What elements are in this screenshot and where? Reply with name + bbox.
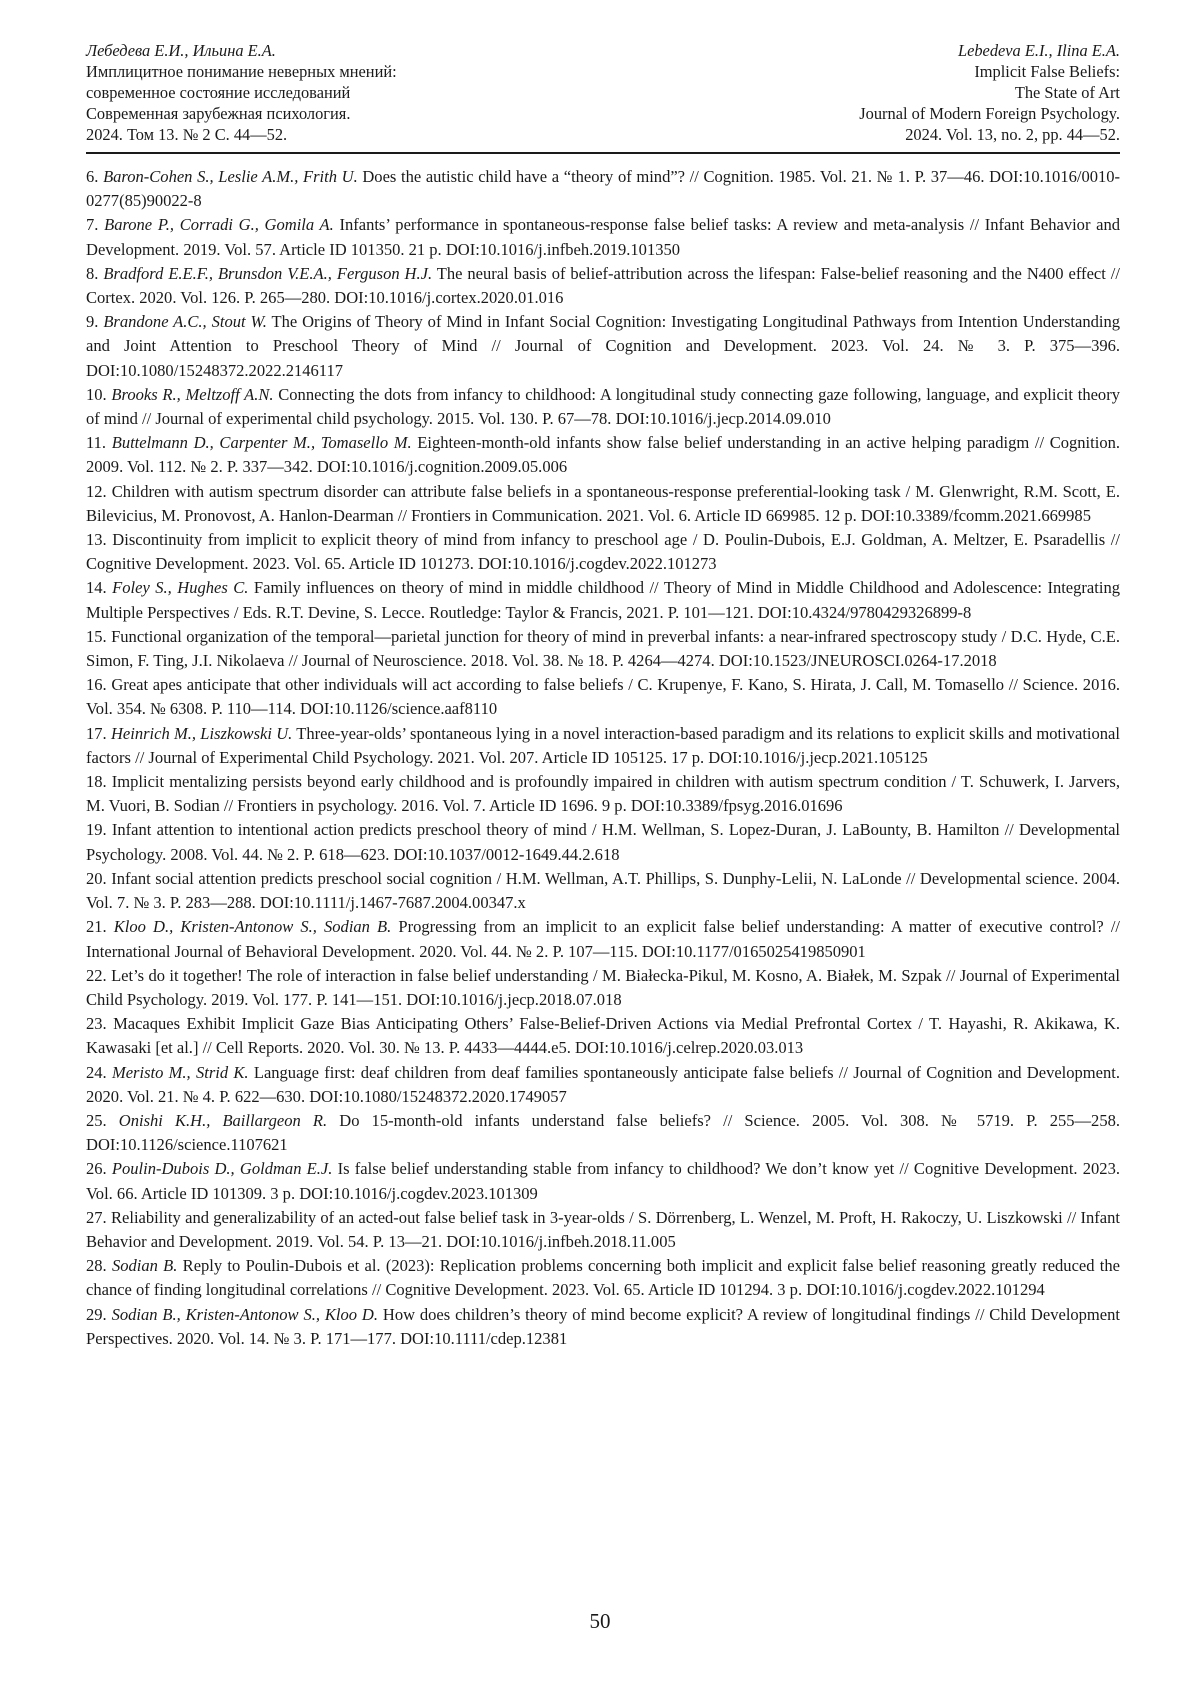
reference-item bbox=[86, 431, 1120, 479]
page-number: 50 bbox=[589, 1609, 611, 1633]
header-title-en-line2: The State of Art bbox=[1014, 83, 1120, 102]
running-header bbox=[86, 40, 1120, 154]
reference-number: 19. bbox=[86, 820, 107, 840]
header-journal-en: Journal of Modern Foreign Psychology. bbox=[859, 104, 1120, 123]
reference-item bbox=[86, 528, 1120, 576]
reference-text: The neural basis of belief-attribution across the lifespan: False-belief reasoning and the N400 effect // Cortex. 2020. Vol. 126. P. 265—280. DOI:10.1016/j.cortex.2020.01.016 bbox=[86, 263, 1120, 308]
reference-item bbox=[86, 1061, 1120, 1109]
reference-number: 27. bbox=[86, 1207, 107, 1227]
reference-authors: Foley S., Hughes C. bbox=[112, 578, 249, 598]
reference-authors: Baron-Cohen S., Leslie A.M., Frith U. bbox=[103, 167, 358, 186]
reference-authors: Onishi K.H., Baillargeon R. bbox=[118, 1110, 328, 1130]
reference-text: Language first: deaf children from deaf families spontaneously anticipate false beliefs // Journal of Cognition and Development. 2020. Vol. 21. № 4. P. 622—630. DOI:10.1080/15248372.2020.1749057 bbox=[86, 1062, 1120, 1106]
reference-item bbox=[86, 964, 1120, 1012]
reference-item bbox=[86, 1157, 1120, 1205]
reference-list bbox=[86, 165, 1120, 1351]
header-authors-ru: Лебедева Е.И., Ильина Е.А. bbox=[86, 41, 276, 60]
reference-number: 28. bbox=[86, 1256, 107, 1276]
reference-text: Infant social attention predicts preschool social cognition / H.M. Wellman, A.T. Phillips, S. Dunphy-Lelii, N. LaLonde // Developmental science. 2004. Vol. 7. № 3. P. 283—288. DOI:10.1111/j.1467-7687.2004.00347.x bbox=[86, 868, 1120, 913]
reference-number: 25. bbox=[86, 1110, 107, 1130]
header-title-ru-line2: современное состояние исследований bbox=[86, 83, 351, 102]
reference-item bbox=[86, 1206, 1120, 1254]
reference-item bbox=[86, 213, 1120, 261]
reference-item bbox=[86, 262, 1120, 310]
header-issue-en: 2024. Vol. 13, no. 2, pp. 44—52. bbox=[905, 125, 1120, 144]
reference-item bbox=[86, 625, 1120, 673]
reference-number: 22. bbox=[86, 965, 107, 985]
reference-number: 29. bbox=[86, 1304, 107, 1324]
reference-text: Let’s do it together! The role of interaction in false belief understanding / M. Białecka-Pikul, M. Kosno, A. Białek, M. Szpak // Journal of Experimental Child Psychology. 2019. Vol. 177. P. 141—151. DOI:10.1016/j.jecp.2018.07.018 bbox=[86, 965, 1120, 1009]
reference-authors: Barone P., Corradi G., Gomila A. bbox=[104, 215, 334, 235]
reference-number: 10. bbox=[86, 384, 107, 404]
reference-item bbox=[86, 310, 1120, 383]
reference-item bbox=[86, 383, 1120, 431]
page bbox=[86, 40, 1120, 1351]
reference-item bbox=[86, 915, 1120, 963]
reference-item bbox=[86, 1109, 1120, 1157]
reference-text: Discontinuity from implicit to explicit theory of mind from infancy to preschool age / D. Poulin-Dubois, E.J. Goldman, A. Meltzer, E. Psaradellis // Cognitive Development. 2023. Vol. 65. Article ID 101273. DOI:10.1016/j.cogdev.2022.101273 bbox=[86, 530, 1120, 574]
reference-text: The Origins of Theory of Mind in Infant Social Cognition: Investigating Longitudinal Pathways from Intention Understanding and Joint Attention to Preschool Theory of Mind // Journal of Cognition and Development. 2023. Vol. 24. № 3. P. 375—396. DOI:10.1080/15248372.2022.2146117 bbox=[86, 312, 1120, 380]
reference-number: 8. bbox=[86, 263, 99, 283]
reference-text: Functional organization of the temporal—parietal junction for theory of mind in preverbal infants: a near-infrared spectroscopy study / D.C. Hyde, C.E. Simon, F. Ting, J.I. Nikolaeva // Journal of Neuroscience. 2018. Vol. 38. № 18. P. 4264—4274. DOI:10.1523/JNEUROSCI.0264-17.2018 bbox=[86, 626, 1120, 671]
reference-authors: Bradford E.E.F., Brunsdon V.E.A., Ferguson H.J. bbox=[103, 263, 433, 283]
reference-item bbox=[86, 165, 1120, 213]
header-authors-en: Lebedeva E.I., Ilina E.A. bbox=[957, 41, 1120, 60]
reference-item bbox=[86, 1012, 1120, 1060]
reference-text: Three-year-olds’ spontaneous lying in a novel interaction-based paradigm and its relations to explicit skills and motivational factors // Journal of Experimental Child Psychology. 2021. Vol. 207. Article ID 105125. 17 p. DOI:10.1016/j.jecp.2021.105125 bbox=[86, 723, 1120, 767]
reference-text: Reliability and generalizability of an acted-out false belief task in 3-year-olds / S. Dörrenberg, L. Wenzel, M. Proft, H. Rakoczy, U. Liszkowski // Infant Behavior and Development. 2019. Vol. 54. P. 13—21. DOI:10.1016/j.infbeh.2018.11.005 bbox=[86, 1207, 1120, 1251]
reference-item bbox=[86, 480, 1120, 528]
reference-text: Children with autism spectrum disorder can attribute false beliefs in a spontaneous-response preferential-looking task / M. Glenwright, R.M. Scott, E. Bilevicius, M. Pronovost, A. Hanlon-Dearman // Frontiers in Communication. 2021. Vol. 6. Article ID 669985. 12 p. DOI:10.3389/fcomm.2021.669985 bbox=[86, 481, 1120, 525]
header-title-ru-line1: Имплицитное понимание неверных мнений: bbox=[86, 62, 397, 81]
reference-authors: Kloo D., Kristen-Antonow S., Sodian B. bbox=[113, 917, 392, 937]
reference-item bbox=[86, 770, 1120, 818]
reference-number: 17. bbox=[86, 723, 107, 743]
reference-text: Macaques Exhibit Implicit Gaze Bias Anticipating Others’ False-Belief-Driven Actions via Medial Prefrontal Cortex / T. Hayashi, R. Akikawa, K. Kawasaki [et al.] // Cell Reports. 2020. Vol. 30. № 13. P. 4433—4444.e5. DOI:10.1016/j.celrep.2020.03.013 bbox=[86, 1014, 1120, 1058]
reference-text: Family influences on theory of mind in middle childhood // Theory of Mind in Middle Childhood and Adolescence: Integrating Multiple Perspectives / Eds. R.T. Devine, S. Lecce. Routledge: Taylor & Francis, 2021. P. 101—121. DOI:10.4324/9780429326899-8 bbox=[86, 578, 1120, 622]
reference-item bbox=[86, 1254, 1120, 1302]
reference-number: 6. bbox=[86, 167, 99, 186]
reference-item bbox=[86, 867, 1120, 915]
reference-number: 15. bbox=[86, 626, 107, 646]
reference-number: 13. bbox=[86, 530, 107, 550]
reference-text: Reply to Poulin-Dubois et al. (2023): Replication problems concerning both implicit and explicit false belief reasoning greatly reduced the chance of finding longitudinal correlations // Cognitive Development. 2023. Vol. 65. Article ID 101294. 3 p. DOI:10.1016/j.cogdev.2022.101294 bbox=[86, 1256, 1120, 1300]
reference-number: 7. bbox=[86, 215, 99, 235]
header-title-en-line1: Implicit False Beliefs: bbox=[974, 62, 1120, 81]
reference-authors: Sodian B. bbox=[111, 1256, 178, 1276]
reference-text: Infant attention to intentional action predicts preschool theory of mind / H.M. Wellman, S. Lopez-Duran, J. LaBounty, B. Hamilton // Developmental Psychology. 2008. Vol. 44. № 2. P. 618—623. DOI:10.1037/0012-1649.44.2.618 bbox=[86, 820, 1120, 864]
reference-text: How does children’s theory of mind become explicit? A review of longitudinal findings // Child Development Perspectives. 2020. Vol. 14. № 3. P. 171—177. DOI:10.1111/cdep.12381 bbox=[86, 1304, 1120, 1348]
reference-item bbox=[86, 722, 1120, 770]
reference-authors: Brooks R., Meltzoff A.N. bbox=[111, 384, 274, 404]
reference-authors: Buttelmann D., Carpenter M., Tomasello M. bbox=[111, 433, 412, 453]
reference-text: Is false belief understanding stable from infancy to childhood? We don’t know yet // Cognitive Development. 2023. Vol. 66. Article ID 101309. 3 p. DOI:10.1016/j.cogdev.2023.101309 bbox=[86, 1159, 1120, 1203]
reference-authors: Poulin-Dubois D., Goldman E.J. bbox=[111, 1159, 333, 1179]
reference-text: Does the autistic child have a “theory of mind”? // Cognition. 1985. Vol. 21. № 1. P. 37—46. DOI:10.1016/0010-0277(85)90022-8 bbox=[86, 167, 1121, 211]
reference-text: Infants’ performance in spontaneous-response false belief tasks: A review and meta-analysis // Infant Behavior and Development. 2019. Vol. 57. Article ID 101350. 21 p. DOI:10.1016/j.infbeh.2019.101350 bbox=[86, 215, 1120, 259]
reference-authors: Sodian B., Kristen-Antonow S., Kloo D. bbox=[111, 1304, 378, 1324]
reference-number: 11. bbox=[86, 433, 107, 453]
reference-item bbox=[86, 673, 1120, 721]
reference-number: 21. bbox=[86, 917, 107, 937]
reference-text: Implicit mentalizing persists beyond early childhood and is profoundly impaired in children with autism spectrum condition / T. Schuwerk, I. Jarvers, M. Vuori, B. Sodian // Frontiers in psychology. 2016. Vol. 7. Article ID 1696. 9 p. DOI:10.3389/fpsyg.2016.01696 bbox=[86, 772, 1121, 816]
reference-authors: Brandone A.C., Stout W. bbox=[103, 312, 267, 332]
reference-text: Connecting the dots from infancy to childhood: A longitudinal study connecting gaze following, language, and explicit theory of mind // Journal of experimental child psychology. 2015. Vol. 130. P. 67—78. DOI:10.1016/j.jecp.2014.09.010 bbox=[86, 384, 1120, 429]
reference-number: 18. bbox=[86, 772, 107, 792]
reference-item bbox=[86, 818, 1120, 866]
reference-number: 12. bbox=[86, 481, 107, 501]
reference-number: 14. bbox=[86, 578, 107, 598]
reference-number: 16. bbox=[86, 675, 107, 695]
reference-text: Progressing from an implicit to an explicit false belief understanding: A matter of executive control? // International Journal of Behavioral Development. 2020. Vol. 44. № 2. P. 107—115. DOI:10.1177/0165025419850901 bbox=[86, 917, 1121, 961]
reference-text: Do 15-month-old infants understand false beliefs? // Science. 2005. Vol. 308. № 5719. P. 255—258. DOI:10.1126/science.1107621 bbox=[86, 1110, 1120, 1155]
reference-item bbox=[86, 576, 1120, 624]
reference-number: 23. bbox=[86, 1014, 107, 1034]
reference-number: 24. bbox=[86, 1062, 107, 1082]
reference-authors: Meristo M., Strid K. bbox=[111, 1062, 249, 1082]
reference-number: 20. bbox=[86, 868, 107, 888]
header-left bbox=[86, 40, 397, 145]
reference-text: Eighteen-month-old infants show false belief understanding in an active helping paradigm // Cognition. 2009. Vol. 112. № 2. P. 337—342. DOI:10.1016/j.cognition.2009.05.006 bbox=[86, 433, 1120, 477]
reference-number: 9. bbox=[86, 312, 99, 332]
reference-text: Great apes anticipate that other individuals will act according to false beliefs / C. Krupenye, F. Kano, S. Hirata, J. Call, M. Tomasello // Science. 2016. Vol. 354. № 6308. P. 110—114. DOI:10.1126/science.aaf8110 bbox=[86, 675, 1120, 719]
header-right bbox=[859, 40, 1120, 145]
reference-number: 26. bbox=[86, 1159, 107, 1179]
reference-item bbox=[86, 1303, 1120, 1351]
header-issue-ru: 2024. Том 13. № 2 С. 44—52. bbox=[86, 125, 288, 144]
header-journal-ru: Современная зарубежная психология. bbox=[86, 104, 351, 123]
reference-authors: Heinrich M., Liszkowski U. bbox=[110, 723, 293, 743]
